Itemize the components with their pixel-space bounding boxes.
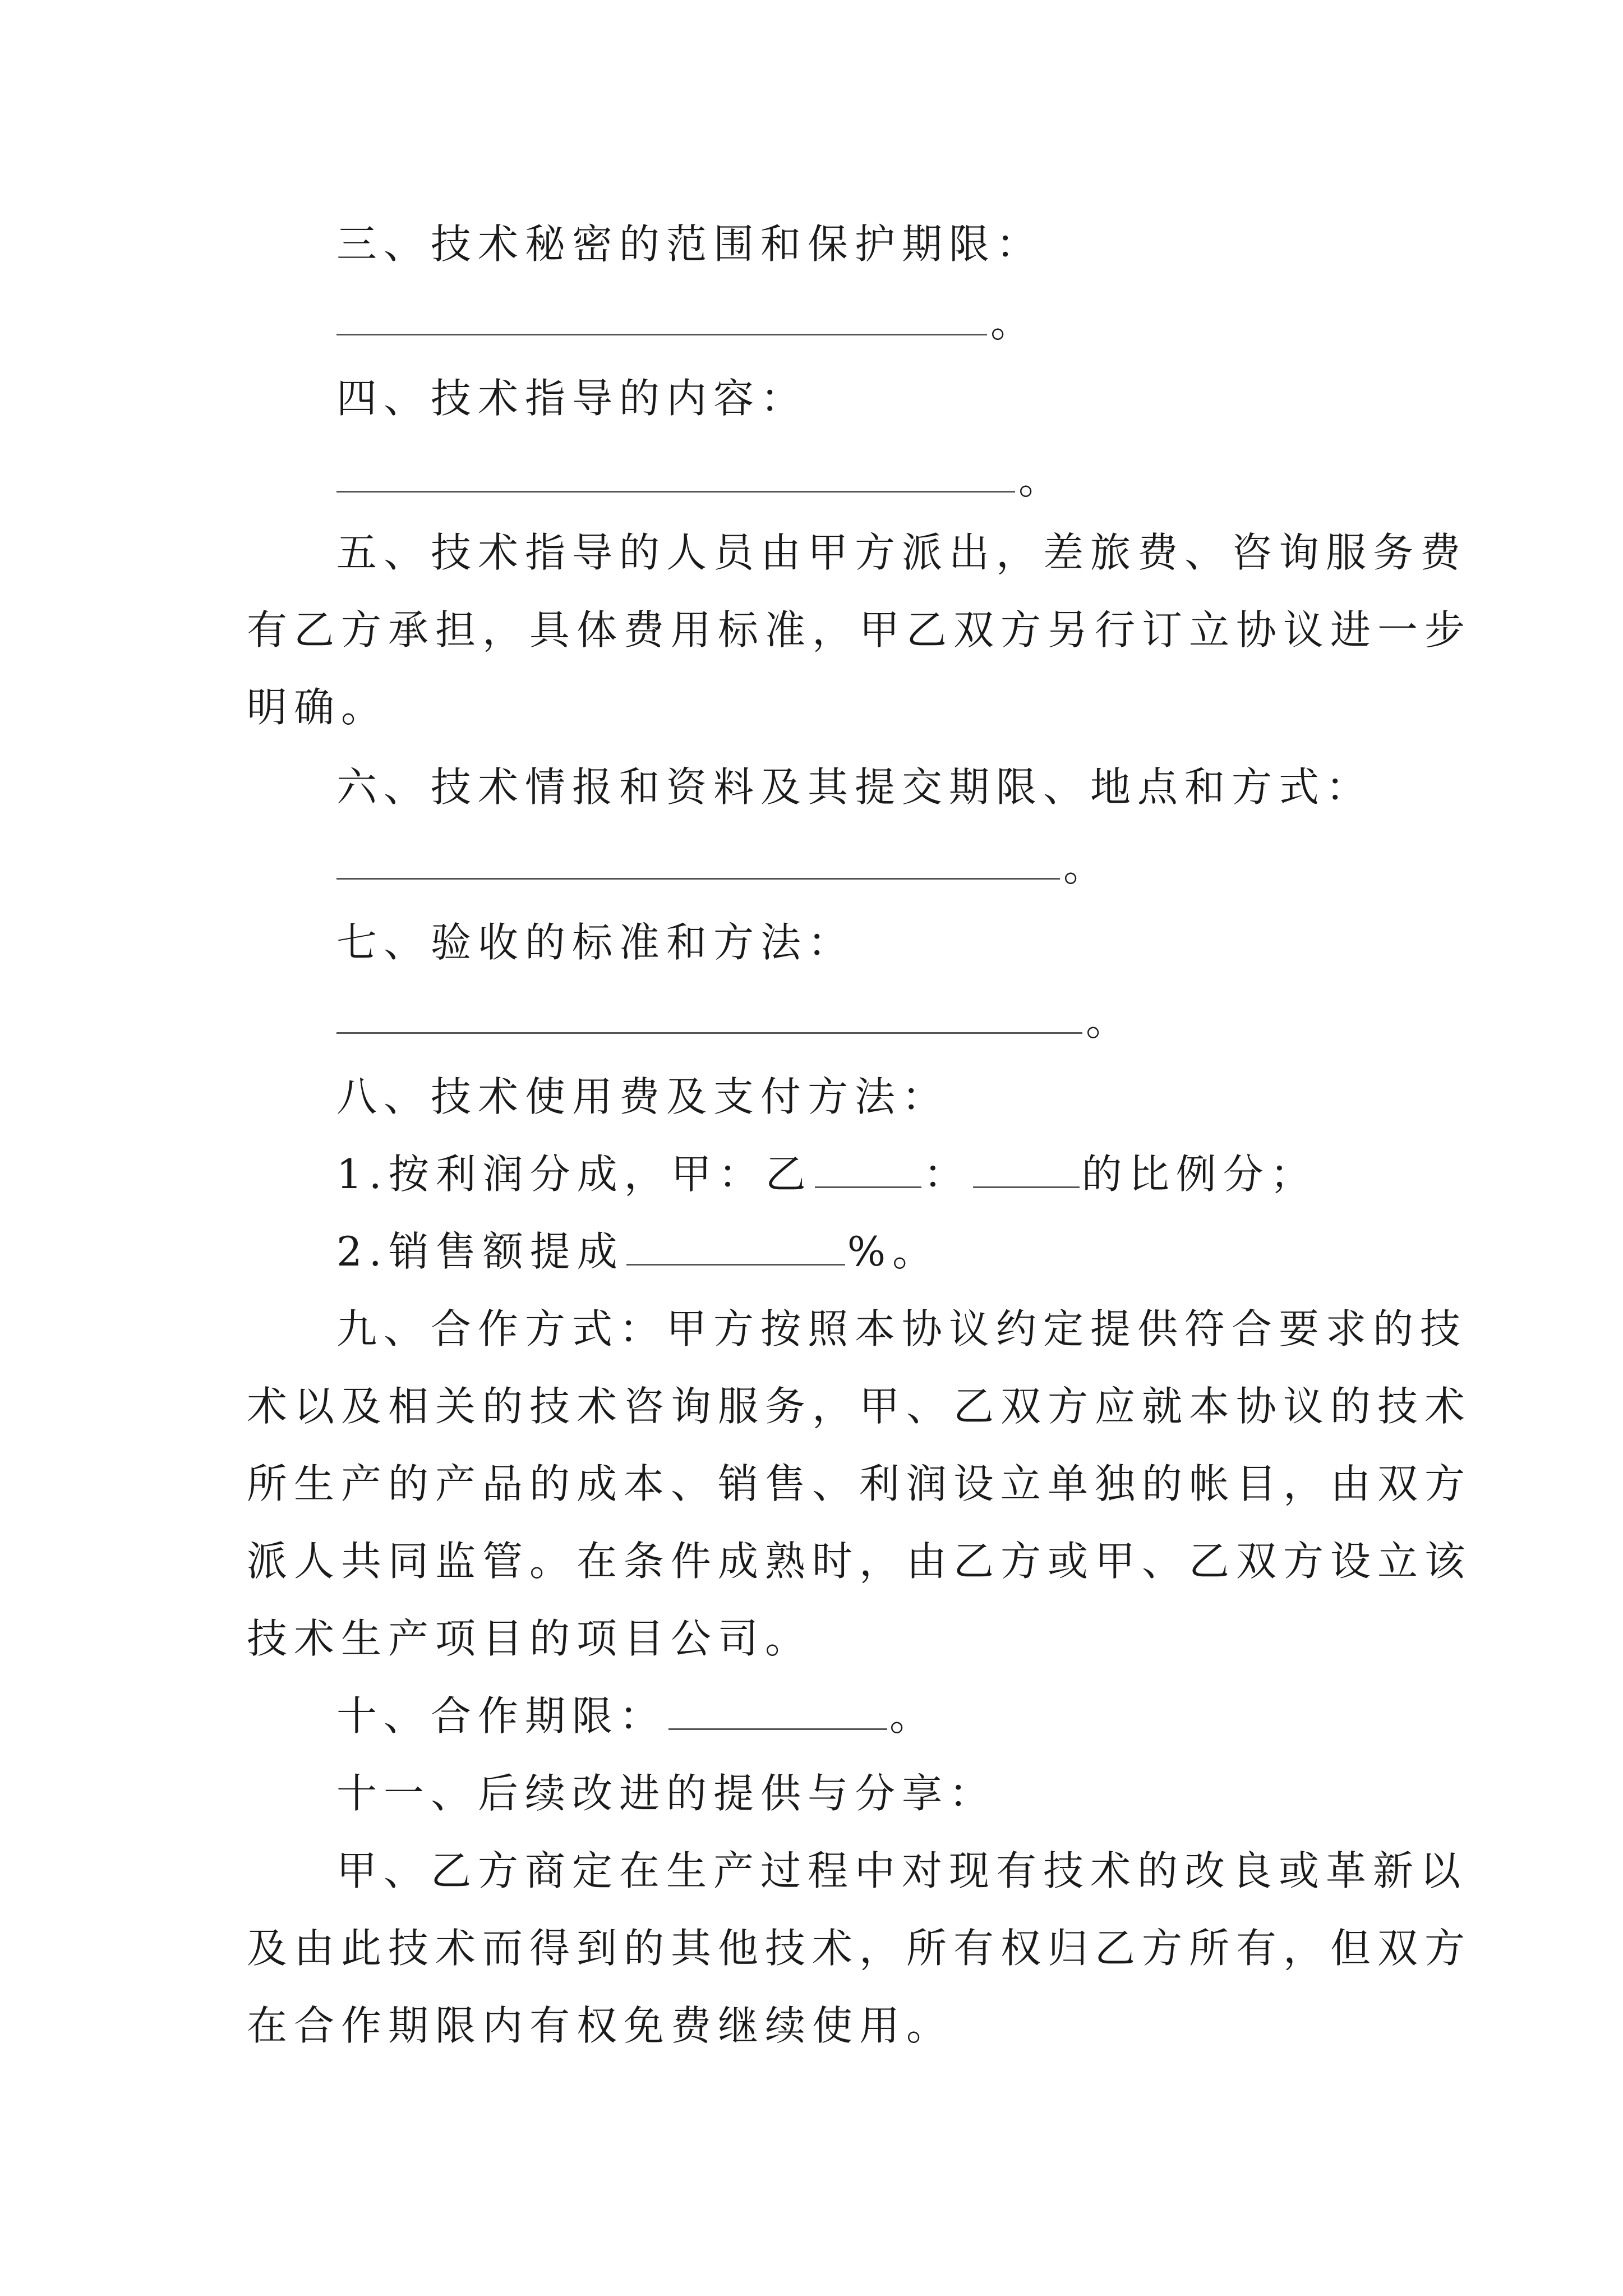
period: 。 [1063,843,1104,890]
ratio-separator: ： [923,1151,971,1198]
section-5-line-1: 五、技术指导的人员由甲方派出，差旅费、咨询服务费 [336,529,1468,576]
fill-in-underline [336,1032,1082,1034]
section-6-title: 六、技术情报和资料及其提交期限、地点和方式： [336,763,1373,811]
fill-in-underline [626,1264,845,1266]
profit-share-label: 1.按利润分成，甲：乙 [336,1151,813,1198]
fill-in-underline [815,1186,921,1188]
section-6-blank [336,841,1104,892]
section-9-line-1: 九、合作方式：甲方按照本协议约定提供符合要求的技 [336,1305,1468,1352]
section-8-title: 八、技术使用费及支付方法： [336,1073,949,1120]
section-11-title: 十一、后续改进的提供与分享： [336,1770,997,1817]
period: 。 [889,1692,937,1740]
ratio-suffix: 的比例分； [1081,1151,1317,1198]
section-8-item-1 [336,1149,1317,1199]
section-7-title: 七、验收的标准和方法： [336,919,855,966]
section-11-line-1: 甲、乙方商定在生产过程中对现有技术的改良或革新以 [336,1847,1468,1894]
section-8-item-2 [336,1226,939,1277]
section-9-line-5: 技术生产项目的项目公司。 [247,1615,813,1662]
section-9-line-4: 派人共同监管。在条件成熟时，由乙方或甲、乙双方设立该 [247,1538,1472,1585]
fill-in-underline [668,1728,887,1730]
section-9-line-3: 所生产的产品的成本、销售、利润设立单独的帐目，由双方 [247,1460,1472,1507]
period: 。 [1086,997,1127,1045]
section-4-blank [336,454,1059,505]
section-5-line-2: 有乙方承担，具体费用标准，甲乙双方另行订立协议进一步 [247,606,1472,654]
cooperation-period-label: 十、合作期限： [336,1692,667,1740]
fill-in-underline [336,334,987,335]
fill-in-underline [336,491,1015,493]
section-11-line-2: 及由此技术而得到的其他技术，所有权归乙方所有，但双方 [247,1925,1472,1972]
period: 。 [990,299,1031,346]
section-10 [336,1691,937,1741]
section-3-blank [336,297,1031,348]
section-3-title: 三、技术秘密的范围和保护期限： [336,220,1044,268]
section-11-line-3: 在合作期限内有权免费继续使用。 [247,2002,954,2049]
fill-in-underline [973,1186,1080,1188]
percent-suffix: %。 [847,1228,940,1275]
section-9-line-2: 术以及相关的技术咨询服务，甲、乙双方应就本协议的技术 [247,1383,1472,1430]
period: 。 [1018,456,1059,503]
section-7-blank [336,996,1126,1046]
section-5-line-3: 明确。 [247,684,389,731]
fill-in-underline [336,878,1060,880]
sales-commission-label: 2.销售额提成 [336,1228,624,1275]
section-4-title: 四、技术指导的内容： [336,375,808,422]
